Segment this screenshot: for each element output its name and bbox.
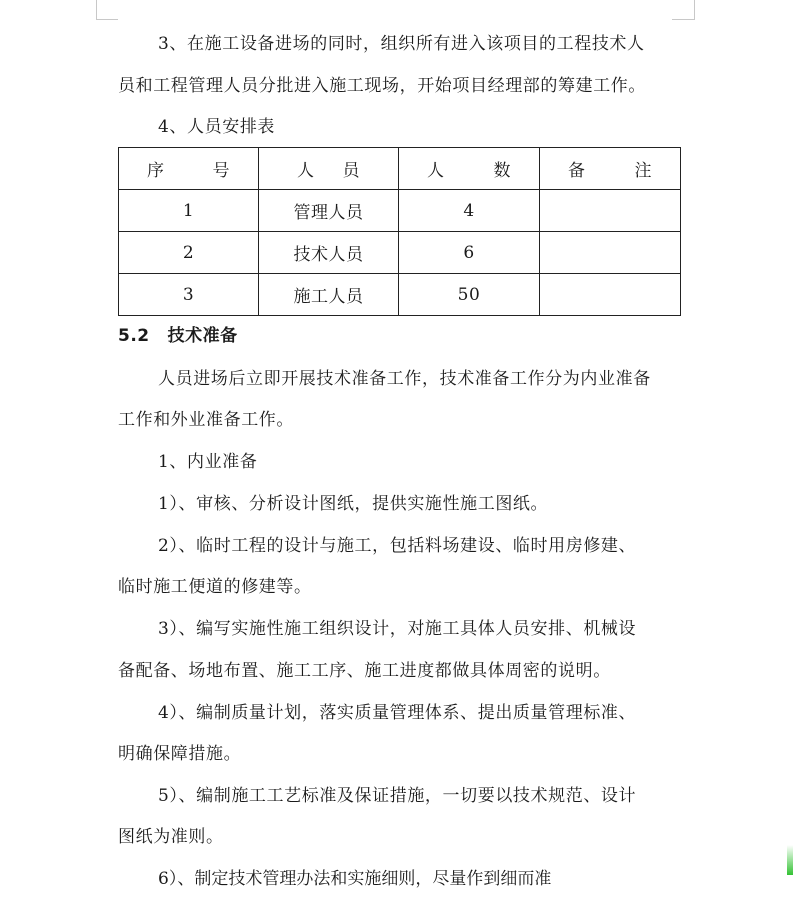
page-corner-mark-left-h — [96, 19, 118, 20]
table-header-cell — [119, 148, 259, 190]
header-char: 员 — [342, 161, 360, 181]
table-header-cell — [540, 148, 681, 190]
item-5-line-1: 5）、编制施工工艺标准及保证措施，一切要以技术规范、设计 — [158, 786, 637, 806]
scroll-indicator[interactable] — [787, 845, 793, 875]
item-2-line-1: 2）、临时工程的设计与施工，包括料场建设、临时用房修建、 — [158, 536, 637, 556]
table-cell: 管理人员 — [259, 190, 399, 232]
header-char: 备 — [568, 161, 586, 181]
table-cell — [540, 232, 681, 274]
table-cell: 6 — [399, 232, 540, 274]
page-corner-mark-left — [96, 0, 97, 20]
item-1: 1）、审核、分析设计图纸，提供实施性施工图纸。 — [158, 494, 549, 514]
header-char: 数 — [493, 161, 511, 181]
table-cell: 3 — [119, 274, 259, 316]
table-cell: 2 — [119, 232, 259, 274]
item-5-line-2: 图纸为准则。 — [118, 827, 224, 847]
item-3-line-1: 3）、编写实施性施工组织设计，对施工具体人员安排、机械设 — [158, 619, 637, 639]
paragraph-3-line-1: 3、在施工设备进场的同时，组织所有进入该项目的工程技术人 — [158, 34, 645, 54]
page-corner-mark-right-h — [672, 19, 694, 20]
table-cell — [540, 190, 681, 232]
sub-heading: 1、内业准备 — [158, 452, 258, 472]
table-header-cell — [259, 148, 399, 190]
item-4-line-1: 4）、编制质量计划，落实质量管理体系、提出质量管理标准、 — [158, 703, 637, 723]
section-title: 技术准备 — [167, 326, 238, 346]
intro-line-1: 人员进场后立即开展技术准备工作，技术准备工作分为内业准备 — [158, 369, 651, 389]
item-2-line-2: 临时施工便道的修建等。 — [118, 577, 312, 597]
table-row — [119, 232, 681, 274]
table-cell: 50 — [399, 274, 540, 316]
paragraph-4-title: 4、人员安排表 — [158, 117, 276, 137]
header-char: 号 — [212, 161, 230, 181]
intro-line-2: 工作和外业准备工作。 — [118, 410, 294, 430]
item-6-partial: 6）、制定技术管理办法和实施细则，尽量作到细而准 — [158, 869, 552, 889]
table-cell: 1 — [119, 190, 259, 232]
table-cell: 4 — [399, 190, 540, 232]
item-4-line-2: 明确保障措施。 — [118, 744, 242, 764]
section-number: 5.2 — [118, 326, 150, 346]
table-row — [119, 190, 681, 232]
item-3-line-2: 备配备、场地布置、施工工序、施工进度都做具体周密的说明。 — [118, 661, 611, 681]
table-header-row — [119, 148, 681, 190]
table-row — [119, 274, 681, 316]
section-heading — [118, 320, 238, 352]
table-cell — [540, 274, 681, 316]
header-char: 注 — [634, 161, 652, 181]
header-char: 序 — [147, 161, 165, 181]
page-corner-mark-right — [694, 0, 695, 20]
staff-table — [118, 147, 681, 316]
header-char: 人 — [427, 161, 445, 181]
table-header-cell — [399, 148, 540, 190]
header-char: 人 — [297, 161, 315, 181]
table-cell: 施工人员 — [259, 274, 399, 316]
table-cell: 技术人员 — [259, 232, 399, 274]
paragraph-3-line-2: 员和工程管理人员分批进入施工现场，开始项目经理部的筹建工作。 — [118, 76, 646, 96]
